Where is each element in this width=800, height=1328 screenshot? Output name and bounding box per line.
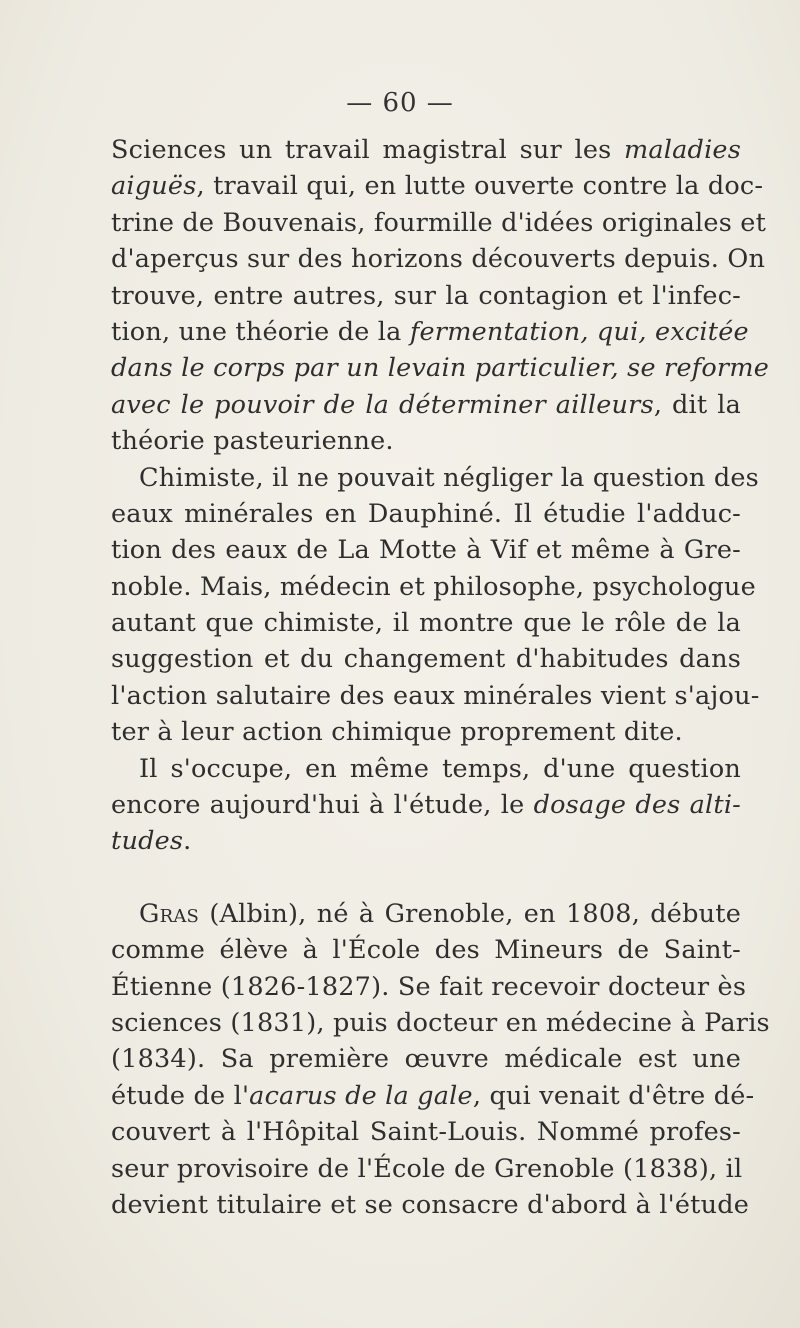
text-line [111,896,741,932]
text-line [111,1041,741,1077]
text-line [111,278,741,314]
text-run: d'aperçus sur des horizons découverts depuis. On [111,244,766,275]
text-line [111,641,741,677]
italic-run: dans le corps par un levain particulier, se reforme [111,353,769,384]
text-line [111,460,759,496]
italic-run: tudes [111,826,184,857]
text-run: (Albin), né à Grenoble, en 1808, débute [199,898,741,929]
paragraph [111,132,769,460]
text-run: comme élève à l'École des Mineurs de Saint- [111,935,741,966]
text-line [111,714,741,750]
italic-run: maladies [624,135,741,165]
text-run: noble. Mais, médecin et philosophe, psychologue [111,571,756,602]
text-run: ter à leur action chimique proprement dite. [111,717,683,748]
italic-run: dosage des alti- [533,790,741,821]
text-run: , qui venait d'être dé- [472,1080,755,1111]
italic-run: avec le pouvoir de la déterminer ailleurs [111,389,654,420]
page-number: — 60 — [346,88,454,118]
text-line [111,787,741,823]
text-run: , travail qui, en lutte ouverte contre la doc- [196,171,764,202]
paragraph [111,460,760,751]
text-run: . [183,826,192,857]
paragraph [111,751,741,860]
text-line [111,1078,755,1114]
text-run: suggestion et du changement d'habitudes dans [111,644,741,675]
text-run: encore aujourd'hui à l'étude, le [111,790,534,821]
text-run: l'action salutaire des eaux minérales vient s'ajou- [111,680,760,711]
paragraph [111,896,770,1224]
text-run: Il s'occupe, en même temps, d'une question [139,753,741,784]
text-line [111,387,741,423]
text-run: , dit la [653,389,741,420]
text-run: tion, une théorie de la [111,316,410,347]
text-run: étude de l' [111,1080,250,1111]
paragraph-gap [111,860,741,896]
text-run: seur provisoire de l'École de Grenoble (1838), il [111,1153,743,1184]
text-run: (1834). Sa première œuvre médicale est une [111,1044,741,1075]
text-line [111,350,769,386]
text-line [111,241,766,277]
italic-run: aiguës [111,171,197,202]
italic-run: fermentation, qui, excitée [409,316,749,347]
text-line [111,678,760,714]
text-run: tion des eaux de La Motte à Vif et même à Gre- [111,535,741,566]
text-run: couvert à l'Hôpital Saint-Louis. Nommé profes- [111,1117,741,1148]
text-line [111,1114,741,1150]
text-line [111,1005,770,1041]
text-line [111,314,749,350]
text-line [111,132,741,168]
italic-run: acarus de la gale [249,1080,473,1111]
text-line [111,932,741,968]
text-run: devient titulaire et se consacre d'abord à l'étude [111,1189,750,1220]
text-line [111,605,741,641]
text-line [111,823,741,859]
text-run: autant que chimiste, il montre que le rôle de la [111,608,741,639]
text-line [111,569,756,605]
text-line [111,969,747,1005]
text-line [111,423,741,459]
text-run: eaux minérales en Dauphiné. Il étudie l'adduc- [111,498,741,529]
text-line [111,532,741,568]
text-line [111,751,741,787]
body-text [111,132,770,1223]
text-run: sciences (1831), puis docteur en médecine à Paris [111,1007,770,1038]
text-run: Étienne (1826-1827). Se fait recevoir docteur ès [111,971,747,1002]
text-run: Sciences un travail magistral sur les [111,135,624,165]
text-line [111,1187,750,1223]
text-run: trine de Bouvenais, fourmille d'idées originales et [111,207,767,238]
text-line [111,205,767,241]
text-run: théorie pasteurienne. [111,426,394,457]
text-line [111,496,741,532]
text-run: Chimiste, il ne pouvait négliger la question des [139,462,759,493]
small-caps-name: Gras [139,898,200,929]
text-line [111,1151,741,1187]
text-line [111,168,764,204]
text-run: trouve, entre autres, sur la contagion et l'infec- [111,280,741,311]
